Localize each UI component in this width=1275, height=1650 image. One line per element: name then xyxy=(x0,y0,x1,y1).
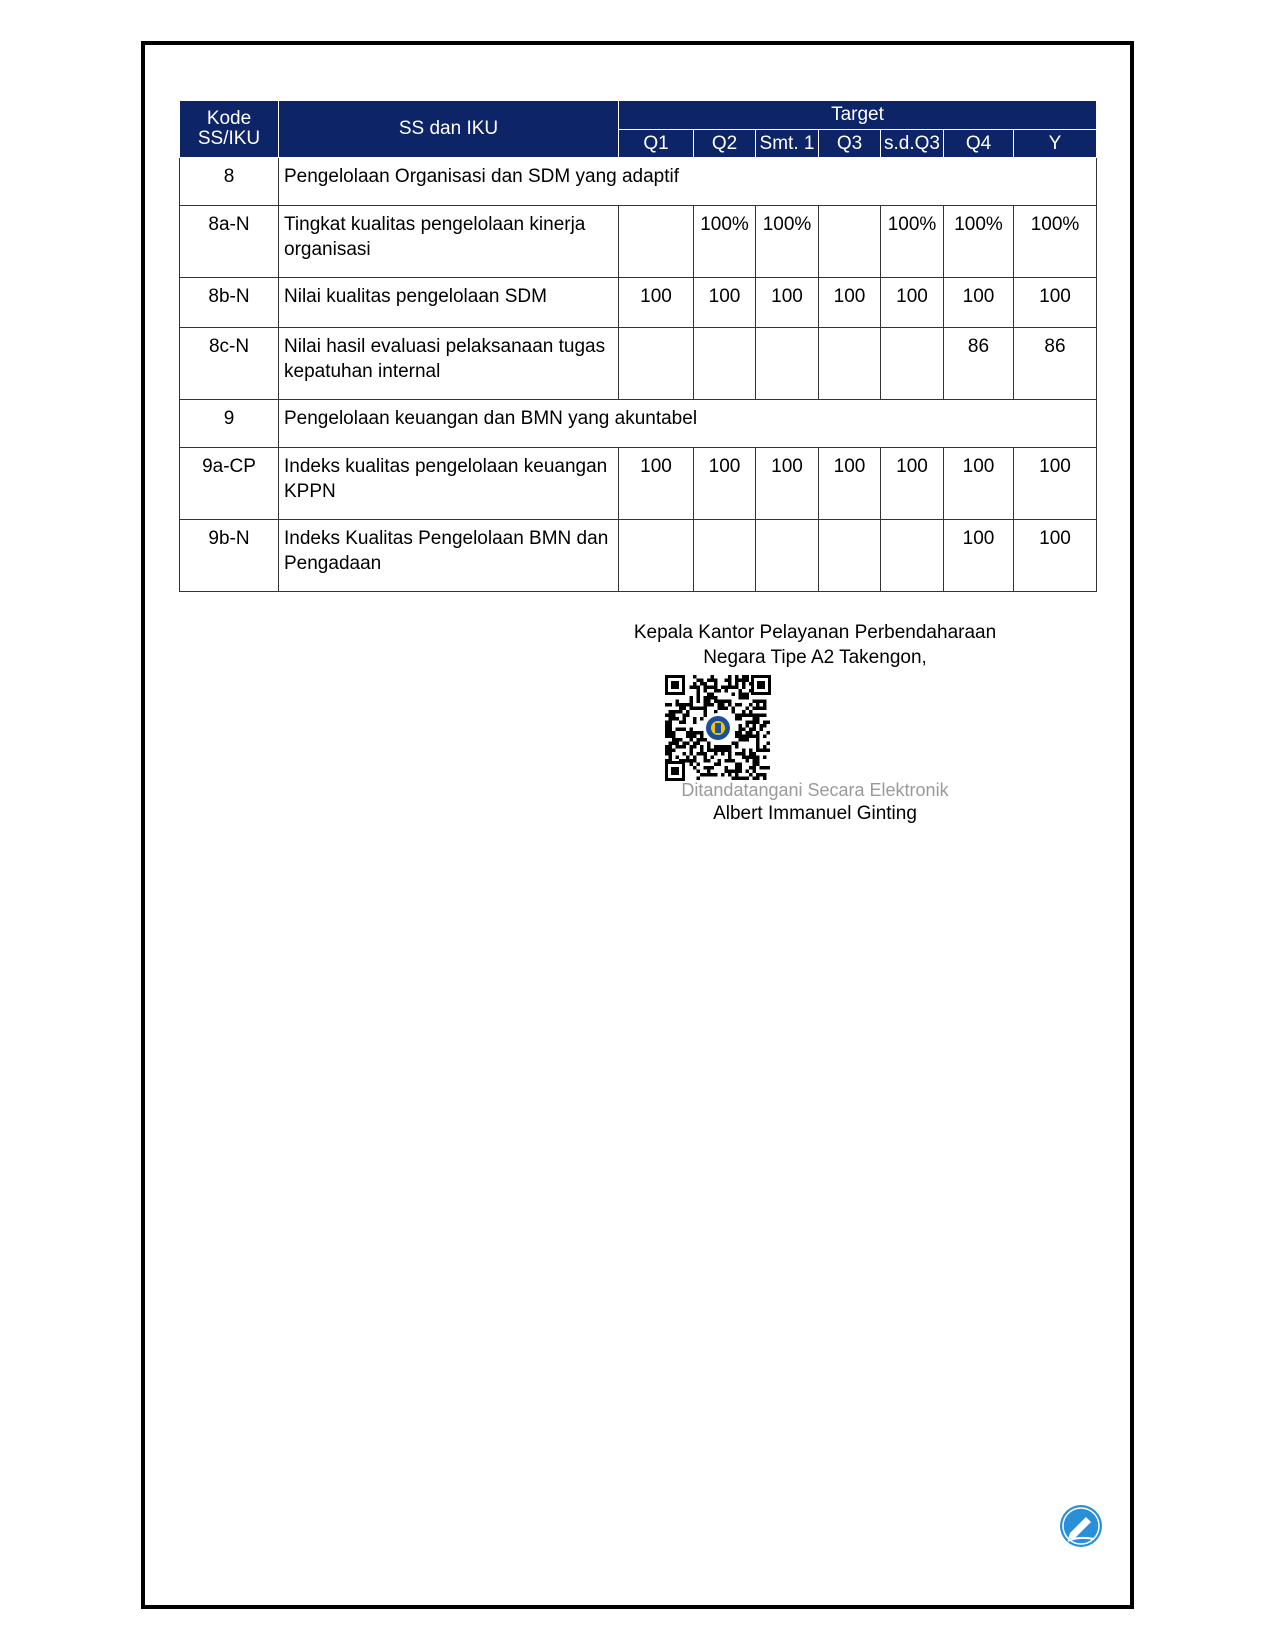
row-text: Pengelolaan Organisasi dan SDM yang adaptif xyxy=(279,158,1097,206)
row-value: 100 xyxy=(1014,448,1097,520)
signature-title-line1: Kepala Kantor Pelayanan Perbendaharaan xyxy=(633,622,997,643)
row-value: 100 xyxy=(619,278,694,328)
qr-code-icon xyxy=(663,673,773,783)
header-period: Q1 xyxy=(619,130,694,158)
table-row xyxy=(180,520,1097,592)
row-kode: 8c-N xyxy=(180,328,279,400)
header-period: Smt. 1 xyxy=(756,130,819,158)
row-value xyxy=(881,520,944,592)
row-value: 100% xyxy=(694,206,756,278)
row-text: Nilai kualitas pengelolaan SDM xyxy=(279,278,619,328)
row-kode: 9b-N xyxy=(180,520,279,592)
table-row xyxy=(180,158,1097,206)
row-value: 100 xyxy=(756,278,819,328)
row-value xyxy=(819,206,881,278)
e-signature-note: Ditandatangani Secara Elektronik xyxy=(681,780,949,800)
row-value xyxy=(694,520,756,592)
row-value: 100 xyxy=(881,278,944,328)
header-kode-line1: Kode xyxy=(206,108,252,129)
row-value xyxy=(819,520,881,592)
row-text: Indeks Kualitas Pengelolaan BMN dan Pengadaan xyxy=(279,520,619,592)
row-value xyxy=(619,328,694,400)
row-value xyxy=(819,328,881,400)
row-value: 100 xyxy=(881,448,944,520)
header-target: Target xyxy=(619,101,1097,130)
row-value xyxy=(881,328,944,400)
e-sign-stamp-icon xyxy=(1058,1503,1104,1549)
row-value: 100% xyxy=(756,206,819,278)
row-value: 100 xyxy=(1014,520,1097,592)
row-value: 100% xyxy=(1014,206,1097,278)
header-period: Q2 xyxy=(694,130,756,158)
row-value: 100 xyxy=(944,278,1014,328)
header-ss-iku: SS dan IKU xyxy=(279,101,619,158)
row-value: 100 xyxy=(694,448,756,520)
row-value: 100% xyxy=(944,206,1014,278)
row-value: 100 xyxy=(819,448,881,520)
iku-target-table xyxy=(179,100,1097,592)
table-row xyxy=(180,448,1097,520)
row-value xyxy=(619,520,694,592)
row-text: Nilai hasil evaluasi pelaksanaan tugas kepatuhan internal xyxy=(279,328,619,400)
row-value: 100 xyxy=(944,448,1014,520)
row-kode: 9a-CP xyxy=(180,448,279,520)
row-value: 100 xyxy=(1014,278,1097,328)
table-row xyxy=(180,328,1097,400)
row-value: 100 xyxy=(756,448,819,520)
row-kode: 8b-N xyxy=(180,278,279,328)
header-kode-line2: SS/IKU xyxy=(197,128,261,149)
header-kode xyxy=(180,101,279,158)
row-value: 100 xyxy=(944,520,1014,592)
row-value xyxy=(619,206,694,278)
table-row xyxy=(180,278,1097,328)
table-row xyxy=(180,400,1097,448)
row-value: 100 xyxy=(694,278,756,328)
row-kode: 9 xyxy=(180,400,279,448)
signatory-name: Albert Immanuel Ginting xyxy=(713,803,917,824)
row-text: Pengelolaan keuangan dan BMN yang akuntabel xyxy=(279,400,1097,448)
signature-title-line2: Negara Tipe A2 Takengon, xyxy=(703,647,927,668)
row-value: 86 xyxy=(1014,328,1097,400)
row-value: 100% xyxy=(881,206,944,278)
signature-block xyxy=(600,620,1030,670)
table-row xyxy=(180,206,1097,278)
row-value xyxy=(756,328,819,400)
row-text: Indeks kualitas pengelolaan keuangan KPPN xyxy=(279,448,619,520)
header-period: Q3 xyxy=(819,130,881,158)
row-value: 100 xyxy=(819,278,881,328)
row-value xyxy=(756,520,819,592)
header-period: Y xyxy=(1014,130,1097,158)
row-text: Tingkat kualitas pengelolaan kinerja organisasi xyxy=(279,206,619,278)
row-kode: 8 xyxy=(180,158,279,206)
row-value: 86 xyxy=(944,328,1014,400)
row-kode: 8a-N xyxy=(180,206,279,278)
header-period: s.d.Q3 xyxy=(881,130,944,158)
row-value: 100 xyxy=(619,448,694,520)
header-period: Q4 xyxy=(944,130,1014,158)
row-value xyxy=(694,328,756,400)
